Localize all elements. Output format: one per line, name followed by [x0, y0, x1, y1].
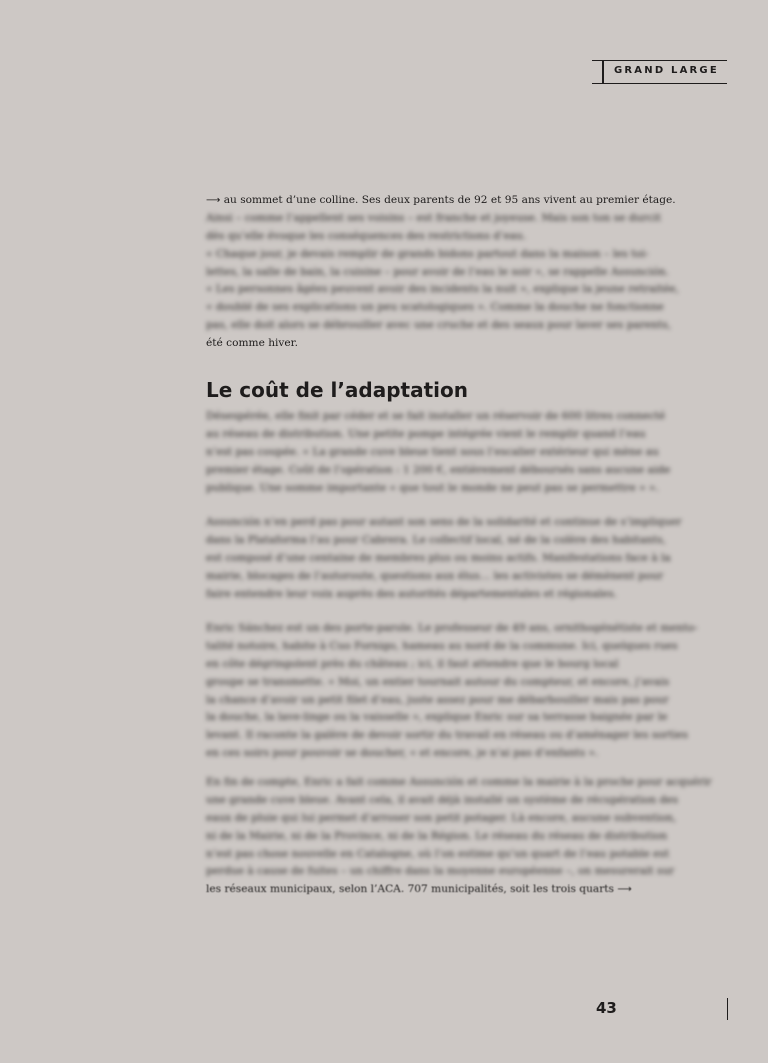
text-line: premier étage. Coût de l’opération : 1 200 €, entièrement déboursés sans aucune aide	[206, 463, 671, 476]
text-line: une grande cuve bleue. Avant cela, il avait déjà installé un système de récupération des	[206, 793, 679, 806]
intro-first-line	[206, 192, 676, 210]
text-line: dans la Plataforma l’au pour Cabrera. Le collectif local, né de la colère des habitants,	[206, 533, 666, 546]
page-number: 43	[596, 999, 617, 1017]
intro-last-line: été comme hiver.	[206, 337, 298, 350]
text-line: Assunción n’en perd pas pour autant son sens de la solidarité et continue de s’impliquer	[206, 516, 682, 528]
text-line: groupe se transmette. « Moi, un entier tournait autour du compteur, et encore, j’avais	[206, 675, 670, 688]
text-line: en ces soirs pour pouvoir se doucher, « et encore, je n’ai pas d’enfants ».	[206, 747, 599, 760]
paragraph-5-last-line-text: les réseaux municipaux, selon l’ACA. 707 municipalités, soit les trois quarts	[206, 883, 614, 896]
intro-paragraph	[206, 192, 679, 353]
text-line: Désespérée, elle finit par céder et se fait installer un réservoir de 600 litres connecté	[206, 410, 666, 422]
text-line: la douche, la lave-linge ou la vaisselle », explique Enric sur sa terrasse baignée par le	[206, 711, 668, 724]
paragraph-2	[206, 408, 671, 497]
text-line: publique. Une somme importante « que tout le monde ne peut pas se permettre » ».	[206, 481, 659, 494]
text-line: pas, elle doit alors se débrouiller avec une cruche et des seaux pour laver ses parents,	[206, 319, 672, 332]
text-line: dès qu’elle évoque les conséquences des restrictions d’eau.	[206, 229, 527, 242]
text-line: Ainsi – comme l’appellent ses voisins – est franche et joyeuse. Mais son ton se durcit	[206, 211, 661, 224]
text-line: levant. Il raconte la galère de devoir sortir du travail en réseau ou d’aménager les sorties	[206, 729, 688, 742]
paragraph-5	[206, 774, 712, 899]
text-line: est composé d’une centaine de membres plus ou moins actifs. Manifestations face à la	[206, 551, 671, 564]
text-line: « Chaque jour, je devais remplir de grands bidons partout dans la maison – les toi-	[206, 247, 649, 260]
paragraph-3	[206, 514, 682, 603]
section-tag	[592, 60, 727, 84]
text-line: la chance d’avoir un petit filet d’eau, juste assez pour me débarbouiller mais pas pour	[206, 693, 669, 706]
text-line: En fin de compte, Enric a fait comme Assunción et comme la mairie à la proche pour acquérir	[206, 776, 712, 788]
text-line: n’est pas chose nouvelle en Catalogne, où l’on estime qu’un quart de l’eau potable est	[206, 847, 670, 860]
paragraph-4	[206, 620, 698, 763]
section-tag-bar	[602, 61, 604, 83]
continuation-arrow-icon: ⟶	[617, 884, 632, 896]
text-line: talité notoire, habite à Cuo Fornigo, hameau au nord de la commune. Ici, quelques rues	[206, 639, 678, 652]
text-line: mairie, blocages de l’autoroute, questions aux élus… les activistes se démènent pour	[206, 569, 664, 582]
text-line: Enric Sánchez est un des porte-parole. Le professeur de 49 ans, ornithogénétiste et mento-	[206, 622, 698, 634]
text-line: faire entendre leur voix auprès des autorités départementales et régionales.	[206, 587, 618, 600]
text-line: en côte dégringolent près du château ; ici, il faut attendre que le bourg local	[206, 657, 619, 670]
section-label: GRAND LARGE	[614, 65, 719, 76]
intro-first-line-text: au sommet d’une colline. Ses deux parents de 92 et 95 ans vivent au premier étage.	[223, 194, 676, 206]
text-line: « doublé de ses explications un peu scatologiques ». Comme la douche ne fonctionne	[206, 301, 664, 314]
paragraph-5-last-line	[206, 881, 632, 899]
page-number-rule	[727, 998, 728, 1020]
text-line: « Les personnes âgées peuvent avoir des incidents la nuit », explique la jeune retraitée,	[206, 283, 679, 296]
text-line: n’est pas coupée. « La grande cuve bleue tient sous l’escalier extérieur qui mène au	[206, 445, 659, 458]
text-line: lettes, la salle de bain, la cuisine – pour avoir de l’eau le soir », se rappelle Assunción.	[206, 265, 669, 278]
text-line: eaux de pluie qui lui permet d’arroser son petit potager. Là encore, aucune subvention,	[206, 811, 677, 824]
text-line: perdue à cause de fuites – un chiffre dans la moyenne européenne –, on mesurerait sur	[206, 865, 675, 878]
text-line: au réseau de distribution. Une petite pompe intégrée vient le remplir quand l’eau	[206, 427, 646, 440]
section-heading: Le coût de l’adaptation	[206, 378, 469, 402]
continuation-arrow-icon: ⟶	[206, 195, 221, 206]
text-line: ni de la Mairie, ni de la Province, ni de la Région. Le réseau du réseau de distribution	[206, 829, 668, 842]
